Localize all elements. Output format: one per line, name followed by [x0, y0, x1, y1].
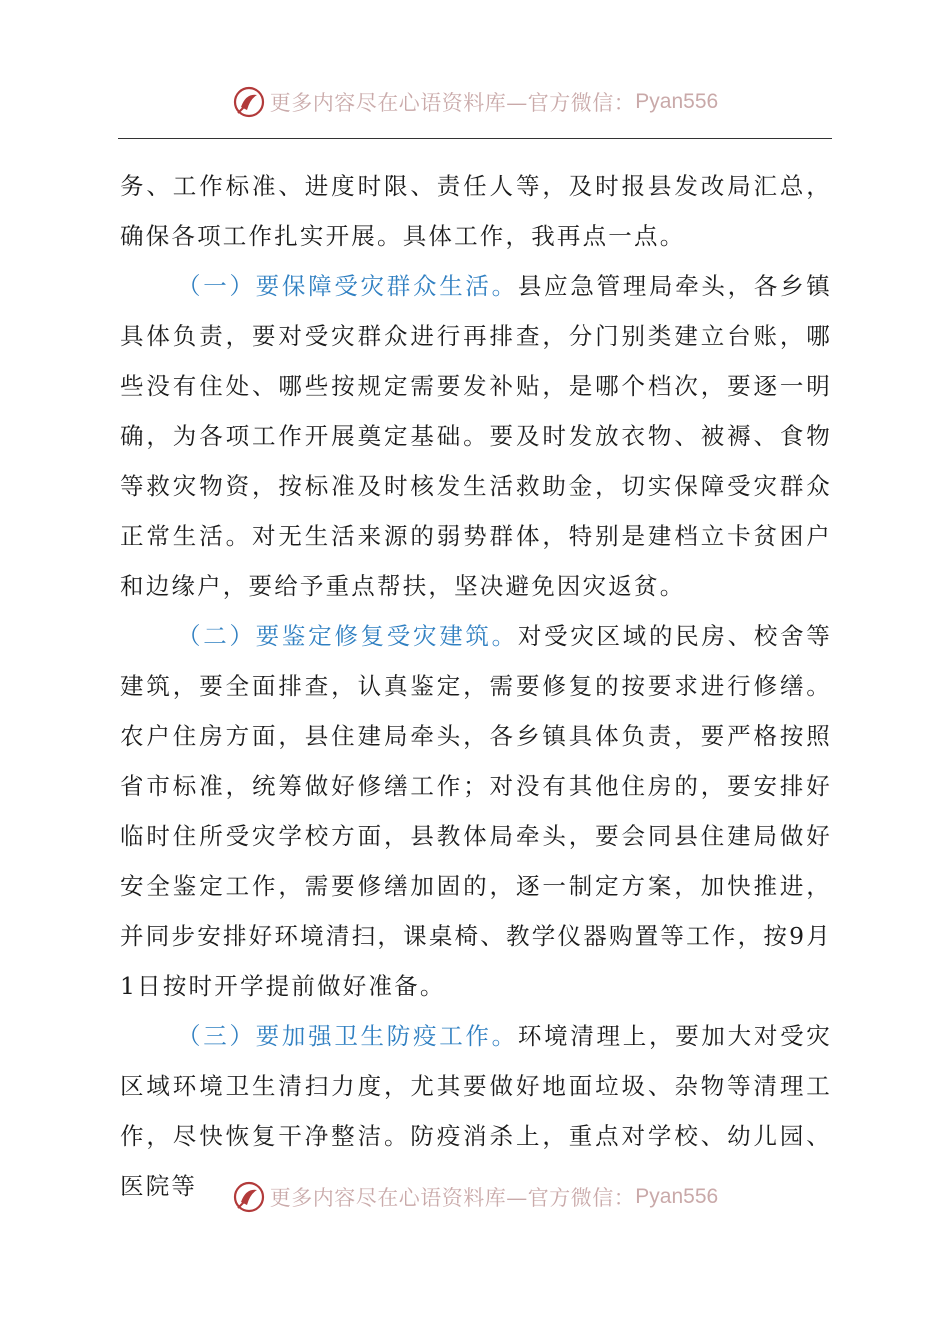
section-heading: （二）要鉴定修复受灾建筑。: [177, 622, 518, 650]
footer-watermark-text: 更多内容尽在心语资料库—官方微信：: [269, 1186, 636, 1210]
paragraph-continuation: [120, 161, 832, 261]
brand-logo-icon: [232, 85, 266, 119]
paragraph-text: 县应急管理局牵头，各乡镇具体负责，要对受灾群众进行再排查，分门别类建立台账，哪些没有住处、哪些按规定需要发补贴，是哪个档次，要逐一明确，为各项工作开展奠定基础。要及时发放衣物、被褥、食物等救灾物资，按标准及时核发生活救助金，切实保障受灾群众正常生活。对无生活来源的弱势群体，特别是建档立卡贫困户和边缘户，要给予重点帮扶，坚决避免因灾返贫。: [120, 272, 832, 600]
paragraph-text: 对受灾区域的民房、校舍等建筑，要全面排查，认真鉴定，需要修复的按要求进行修缮。农户住房方面，县住建局牵头，各乡镇具体负责，要严格按照省市标准，统筹做好修缮工作；对没有其他住房的，要安排好临时住所受灾学校方面，县教体局牵头，要会同县住建局做好安全鉴定工作，需要修缮加固的，逐一制定方案，加快推进，并同步安排好环境清扫，课桌椅、教学仪器购置等工作，按9月1日按时开学提前做好准备。: [120, 622, 832, 1000]
paragraph-text: 环境清理上，要加大对受灾区域环境卫生清扫力度，尤其要做好地面垃圾、杂物等清理工作，尽快恢复干净整洁。防疫消杀上，重点对学校、幼儿园、医院等: [120, 1022, 832, 1200]
section-heading: （一）要保障受灾群众生活。: [177, 272, 518, 300]
header-divider: [118, 138, 832, 139]
paragraph-section-2: [120, 611, 832, 1011]
section-heading: （三）要加强卫生防疫工作。: [177, 1022, 518, 1050]
header-watermark: [0, 82, 950, 122]
document-body: [120, 161, 832, 1211]
footer-watermark: [0, 1177, 950, 1217]
paragraph-section-1: [120, 261, 832, 611]
header-wechat-id: Pyan556: [635, 90, 719, 113]
footer-wechat-id: Pyan556: [635, 1185, 719, 1208]
header-watermark-text: 更多内容尽在心语资料库—官方微信：: [269, 91, 636, 115]
brand-logo-icon: [232, 1180, 266, 1214]
paragraph-text: 务、工作标准、进度时限、责任人等，及时报县发改局汇总，确保各项工作扎实开展。具体工作，我再点一点。: [120, 172, 832, 250]
